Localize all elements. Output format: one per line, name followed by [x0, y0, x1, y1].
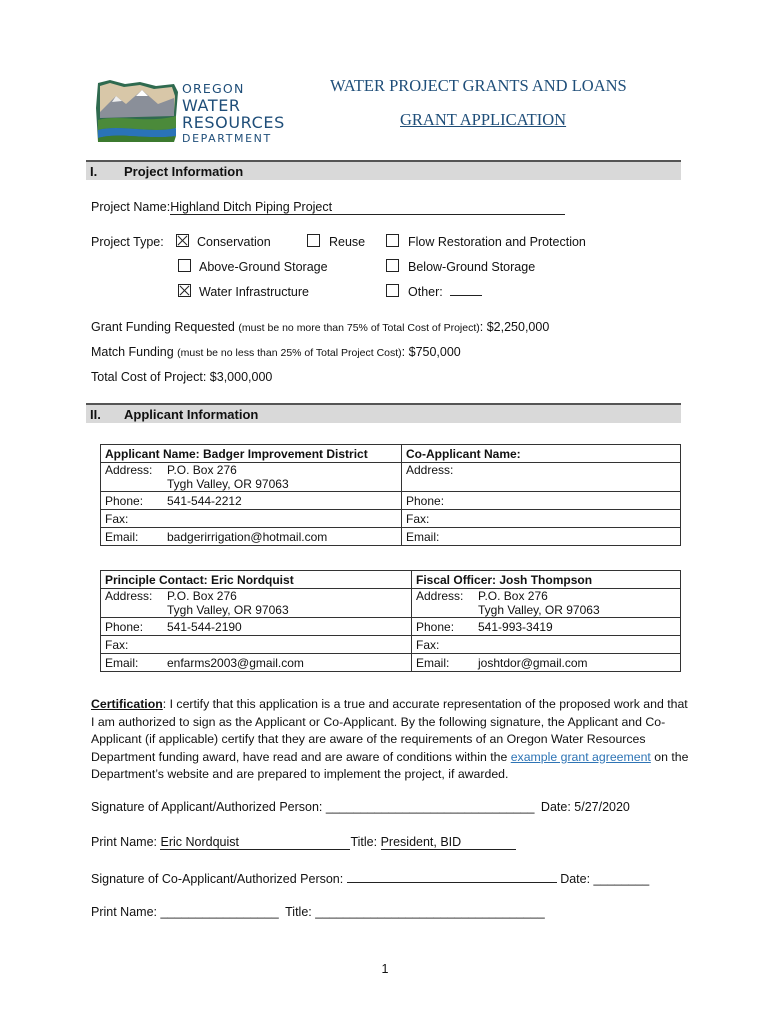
- applicant-phone-label: Phone:: [105, 493, 144, 508]
- project-name-value: Highland Ditch Piping Project: [170, 200, 333, 214]
- checkbox-water-infrastructure[interactable]: [178, 284, 191, 297]
- applicant-email: badgerirrigation@hotmail.com: [167, 529, 328, 544]
- match-label: Match Funding: [91, 345, 174, 359]
- checkbox-other[interactable]: [386, 284, 399, 297]
- certification-paragraph: [91, 696, 691, 784]
- contacts-table: [100, 570, 681, 672]
- print-name-field[interactable]: [160, 835, 350, 850]
- principle-fax-label: Fax:: [105, 637, 129, 652]
- print-name-row: [91, 835, 516, 850]
- coapplicant-phone-label: Phone:: [406, 493, 445, 508]
- label-water-infrastructure: Water Infrastructure: [199, 285, 309, 299]
- grant-funding-row: [91, 320, 549, 334]
- fiscal-phone: 541-993-3419: [478, 619, 553, 634]
- logo-line-resources: RESOURCES: [182, 112, 285, 132]
- coapplicant-fax-label: Fax:: [406, 511, 430, 526]
- print-name2-label[interactable]: Print Name: _________________: [91, 905, 279, 919]
- project-name-label: Project Name:: [91, 200, 171, 214]
- principle-email-cell: [101, 654, 412, 672]
- checkbox-flow-restoration[interactable]: [386, 234, 399, 247]
- section-2-header: [86, 403, 681, 423]
- section-2-title: Applicant Information: [124, 407, 259, 422]
- match-value: : $750,000: [401, 345, 461, 359]
- other-label-text: Other:: [408, 285, 443, 299]
- logo-wordmark: [182, 83, 285, 144]
- principle-email: enfarms2003@gmail.com: [167, 655, 304, 670]
- title-label: Title:: [350, 835, 378, 849]
- certification-label: Certification: [91, 697, 163, 711]
- total-cost: Total Cost of Project: $3,000,000: [91, 370, 273, 384]
- principle-phone: 541-544-2190: [167, 619, 242, 634]
- match-note: (must be no less than 25% of Total Project Cost): [177, 347, 402, 359]
- title-field[interactable]: [381, 835, 516, 850]
- project-type-label: Project Type:: [91, 235, 164, 249]
- label-other: [408, 285, 482, 299]
- project-name-field[interactable]: [170, 200, 565, 215]
- print-name-value: Eric Nordquist: [160, 835, 239, 849]
- principle-contact-name: Principle Contact: Eric Nordquist: [101, 571, 412, 589]
- label-reuse: Reuse: [329, 235, 366, 249]
- checkbox-conservation[interactable]: [176, 234, 189, 247]
- fiscal-address-1: P.O. Box 276: [478, 589, 548, 603]
- certification-text-1: : I certify that this application is a true and accurate representation of the proposed work and that I am authorized to sign as the Applicant or Co-Applicant. By the following signature, the Applicant and Co-Applicant (if applicable) certify that they are aware of the requirements of an Oregon Water Resources Department funding award, have read and are aware of conditions within the: [91, 697, 688, 764]
- applicant-phone: 541-544-2212: [167, 493, 242, 508]
- fiscal-phone-label: Phone:: [416, 619, 455, 634]
- applicant-address-label: Address:: [105, 463, 153, 477]
- other-field[interactable]: [450, 295, 482, 296]
- applicant-name: Applicant Name: Badger Improvement District: [101, 445, 402, 463]
- principle-phone-label: Phone:: [105, 619, 144, 634]
- applicant-fax-cell: [101, 510, 402, 528]
- applicant-address-cell: [101, 463, 402, 492]
- principle-email-label: Email:: [105, 655, 139, 670]
- grant-label: Grant Funding Requested: [91, 320, 235, 334]
- page-number: 1: [381, 962, 389, 976]
- applicant-address-1: P.O. Box 276: [167, 463, 237, 477]
- principle-address-2: Tygh Valley, OR 97063: [167, 603, 289, 617]
- grant-note: (must be no more than 75% of Total Cost of Project): [238, 322, 480, 334]
- applicant-email-cell: [101, 528, 402, 546]
- checkbox-above-ground[interactable]: [178, 259, 191, 272]
- fiscal-fax-label: Fax:: [416, 637, 440, 652]
- fiscal-address-2: Tygh Valley, OR 97063: [478, 603, 600, 617]
- fiscal-officer-name: Fiscal Officer: Josh Thompson: [412, 571, 681, 589]
- applicant-fax-label: Fax:: [105, 511, 129, 526]
- applicant-table: [100, 444, 681, 546]
- grant-value: : $2,250,000: [479, 320, 550, 334]
- section-1-number: I.: [90, 164, 98, 179]
- coapplicant-email-label: Email:: [406, 529, 440, 544]
- signature-coapplicant-label: Signature of Co-Applicant/Authorized Person:: [91, 872, 344, 886]
- section-1-header: [86, 160, 681, 180]
- applicant-address-2: Tygh Valley, OR 97063: [167, 477, 289, 491]
- signature-applicant-label[interactable]: Signature of Applicant/Authorized Person: ______________________________: [91, 800, 535, 814]
- coapplicant-name: Co-Applicant Name:: [402, 445, 681, 463]
- doc-title: WATER PROJECT GRANTS AND LOANS: [330, 76, 627, 95]
- title-value: President, BID: [380, 835, 462, 849]
- fiscal-address-cell: [412, 589, 681, 618]
- title2-label[interactable]: Title: _________________________________: [285, 905, 545, 919]
- principle-fax-cell: [101, 636, 412, 654]
- signature-applicant-row: [91, 800, 630, 814]
- fiscal-email-label: Email:: [416, 655, 450, 670]
- fiscal-email: joshtdor@gmail.com: [478, 655, 588, 670]
- coapplicant-fax-cell: [402, 510, 681, 528]
- label-below-ground: Below-Ground Storage: [408, 260, 536, 274]
- oregon-landscape-icon: [90, 78, 185, 148]
- section-2-number: II.: [90, 407, 101, 422]
- fiscal-address-label: Address:: [416, 589, 464, 603]
- print-name2-row: [91, 905, 545, 919]
- logo-line-department: DEPARTMENT: [182, 131, 272, 145]
- applicant-phone-cell: [101, 492, 402, 510]
- principle-address-cell: [101, 589, 412, 618]
- doc-subtitle: GRANT APPLICATION: [400, 110, 567, 129]
- principle-address-label: Address:: [105, 589, 153, 603]
- label-conservation: Conservation: [197, 235, 271, 249]
- signature-coapplicant-row: [91, 870, 649, 886]
- coapplicant-address-cell: [402, 463, 681, 492]
- fiscal-fax-cell: [412, 636, 681, 654]
- coapplicant-address-label: Address:: [406, 463, 454, 477]
- coapplicant-email-cell: [402, 528, 681, 546]
- checkbox-reuse[interactable]: [307, 234, 320, 247]
- logo-line-water: WATER: [182, 95, 241, 115]
- principle-phone-cell: [101, 618, 412, 636]
- match-funding-row: [91, 345, 461, 359]
- print-name-label: Print Name:: [91, 835, 157, 849]
- certification-text-2: on the Department’s website and are prepared to implement the project, if awarded.: [91, 749, 689, 781]
- section-1-title: Project Information: [124, 164, 244, 179]
- fiscal-email-cell: [412, 654, 681, 672]
- label-above-ground: Above-Ground Storage: [199, 260, 328, 274]
- checkbox-below-ground[interactable]: [386, 259, 399, 272]
- example-grant-agreement-link[interactable]: example grant agreement: [510, 749, 651, 764]
- principle-address-1: P.O. Box 276: [167, 589, 237, 603]
- label-flow-restoration: Flow Restoration and Protection: [408, 235, 586, 249]
- applicant-email-label: Email:: [105, 529, 139, 544]
- project-name-row: [91, 200, 565, 215]
- signature-coapplicant-field[interactable]: [347, 870, 557, 883]
- signature-date: Date: 5/27/2020: [540, 800, 630, 814]
- coapplicant-phone-cell: [402, 492, 681, 510]
- logo-line-oregon: OREGON: [182, 81, 245, 96]
- date2-label[interactable]: Date: ________: [560, 872, 650, 886]
- fiscal-phone-cell: [412, 618, 681, 636]
